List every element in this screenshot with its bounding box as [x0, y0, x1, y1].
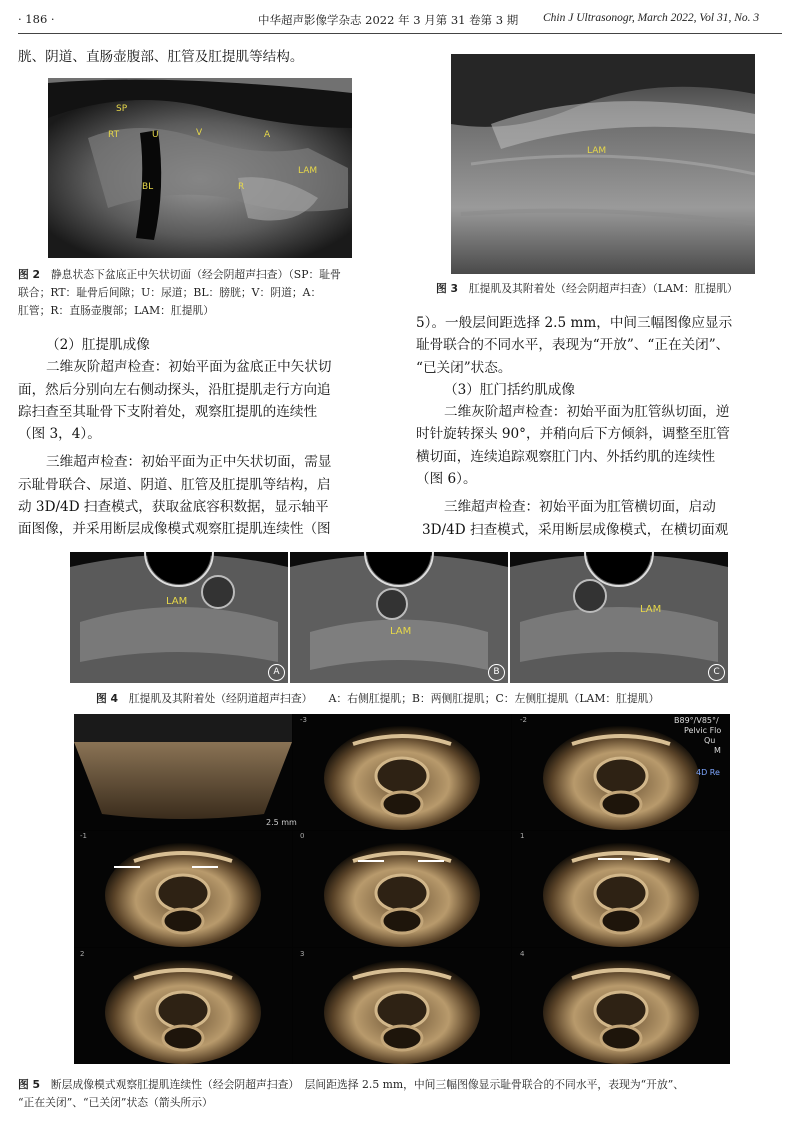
fig5-arrow-right-3 [634, 858, 658, 860]
figure-4-panel-a [70, 552, 288, 683]
fig5-arrow-right-2 [418, 860, 444, 862]
left-top-text: 胱、阴道、直肠壶腹部、肛管及肛提肌等结构。 [18, 49, 304, 65]
fig5-tile-2 [293, 714, 511, 830]
fig5-slice-mark-5: 1 [520, 832, 525, 840]
fig2-label-u: U [152, 130, 159, 140]
figure-3-image [451, 54, 755, 274]
fig5-tile-8 [293, 948, 511, 1064]
fig5-caption-number: 图 5 [18, 1078, 41, 1091]
fig4c-label-lam: LAM [640, 604, 662, 615]
figure-5-image [74, 714, 730, 1064]
fig5-mode-text: 4D Re [696, 768, 720, 777]
figure-2-image [48, 78, 352, 258]
fig5-slice-mark-3: -1 [80, 832, 87, 840]
fig5-slice-mark-1: -3 [300, 716, 307, 724]
fig5-tile-6 [512, 831, 730, 947]
figure-5-caption: 图 5 断层成像模式观察肛提肌连续性（经会阴超声扫查） 层间距选择 2.5 mm，中间三幅图像显示耻骨联合的不同水平，表现为“开放”、 “正在关闭”、“已关闭”状态（箭头所示） [18, 1078, 685, 1109]
fig4-badge-a: A [268, 664, 285, 681]
fig4-caption-number: 图 4 [96, 692, 119, 705]
figure-3-caption: 图 3 肛提肌及其附着处（经会阴超声扫查）（LAM：肛提肌） [436, 282, 738, 295]
fig2-caption-number: 图 2 [18, 268, 41, 281]
right-body-text: 5）。一般层间距选择 2.5 mm，中间三幅图像应显示 耻骨联合的不同水平，表现为“开放”、“正在关闭”、 “已关闭”状态。 （3）肛门括约肌成像 二维灰阶超声检查：初始平面为肛管纵切面，逆 时针旋转探头 90°，并稍向后下方倾斜，调整至肛管 横切面，连续追踪观察肛门内、外括约肌的连续性 （图 6）。 三维超声检查：初始平面为肛管横切面，启动 3D/4D 扫查模式，采用断层成像模式，在横切面观 [416, 312, 782, 541]
fig5-device-text: B89°/V85°/ [674, 716, 719, 725]
fig4-badge-c: C [708, 664, 725, 681]
figure-4-panel-c [510, 552, 728, 683]
fig5-arrow-left-2 [358, 860, 384, 862]
figure-4-caption: 图 4 肛提肌及其附着处（经阴道超声扫查） A：右侧肛提肌；B：两侧肛提肌；C：左侧肛提肌（LAM：肛提肌） [96, 692, 660, 705]
fig5-slice-mark-7: 3 [300, 950, 305, 958]
fig5-slice-mark-6: 2 [80, 950, 85, 958]
figure-4-panel-b [290, 552, 508, 683]
fig5-slice-mark-8: 4 [520, 950, 525, 958]
fig2-label-bl: BL [142, 182, 154, 192]
fig2-label-r: R [238, 182, 245, 192]
fig5-tile-7 [74, 948, 292, 1064]
fig5-tile-1 [74, 714, 292, 830]
fig5-arrow-right-1 [192, 866, 218, 868]
fig2-label-v: V [196, 128, 203, 138]
fig5-tile-5 [293, 831, 511, 947]
fig5-device-text3: Qu [704, 736, 716, 745]
fig2-label-a: A [264, 130, 271, 140]
fig5-arrow-left-3 [598, 858, 622, 860]
fig3-label-lam: LAM [587, 146, 607, 156]
journal-title-en: Chin J Ultrasonogr, March 2022, Vol 31, No. 3 [543, 12, 760, 24]
page-number: · 186 · [18, 12, 55, 26]
fig2-label-lam: LAM [298, 166, 318, 176]
fig5-tile-9 [512, 948, 730, 1064]
left-body-text: （2）肛提肌成像 二维灰阶超声检查：初始平面为盆底正中矢状切 面，然后分别向左右侧动探头，沿肛提肌走行方向追 踪扫查至其耻骨下支附着处，观察肛提肌的连续性 （图 3，4）。 三维超声检查：初始平面为正中矢状切面，需显 示耻骨联合、尿道、阴道、肛管及肛提肌等结构，启 动 3D/4D 扫查模式，获取盆底容积数据，显示轴平 面图像，并采用断层成像模式观察肛提肌连续性（图 [18, 334, 398, 541]
fig4a-label-lam: LAM [166, 596, 188, 607]
fig5-spacing: 2.5 mm [266, 818, 297, 827]
fig5-device-text4: M [714, 746, 721, 755]
fig4-badge-b: B [488, 664, 505, 681]
fig4b-label-lam: LAM [390, 626, 412, 637]
fig5-slice-mark-2: -2 [520, 716, 527, 724]
fig2-label-rt: RT [108, 130, 120, 140]
fig5-device-text2: Pelvic Flo [684, 726, 722, 735]
journal-title: 中华超声影像学杂志 2022 年 3 月第 31 卷第 3 期 [258, 13, 519, 27]
fig5-tile-4 [74, 831, 292, 947]
section-heading-3: （3）肛门括约肌成像 [444, 381, 575, 398]
fig2-label-sp: SP [116, 104, 128, 114]
fig3-caption-number: 图 3 [436, 282, 459, 295]
figure-2-caption: 图 2 静息状态下盆底正中矢状切面（经会阴超声扫查）（SP：耻骨 联合；RT：耻骨后间隙；U：尿道；BL：膀胱；V：阴道；A： 肛管；R：直肠壶腹部；LAM：肛提肌） [18, 268, 341, 317]
header-rule [18, 33, 782, 34]
fig5-arrow-left-1 [114, 866, 140, 868]
fig5-slice-mark-4: 0 [300, 832, 305, 840]
section-heading-2: （2）肛提肌成像 [46, 337, 150, 353]
